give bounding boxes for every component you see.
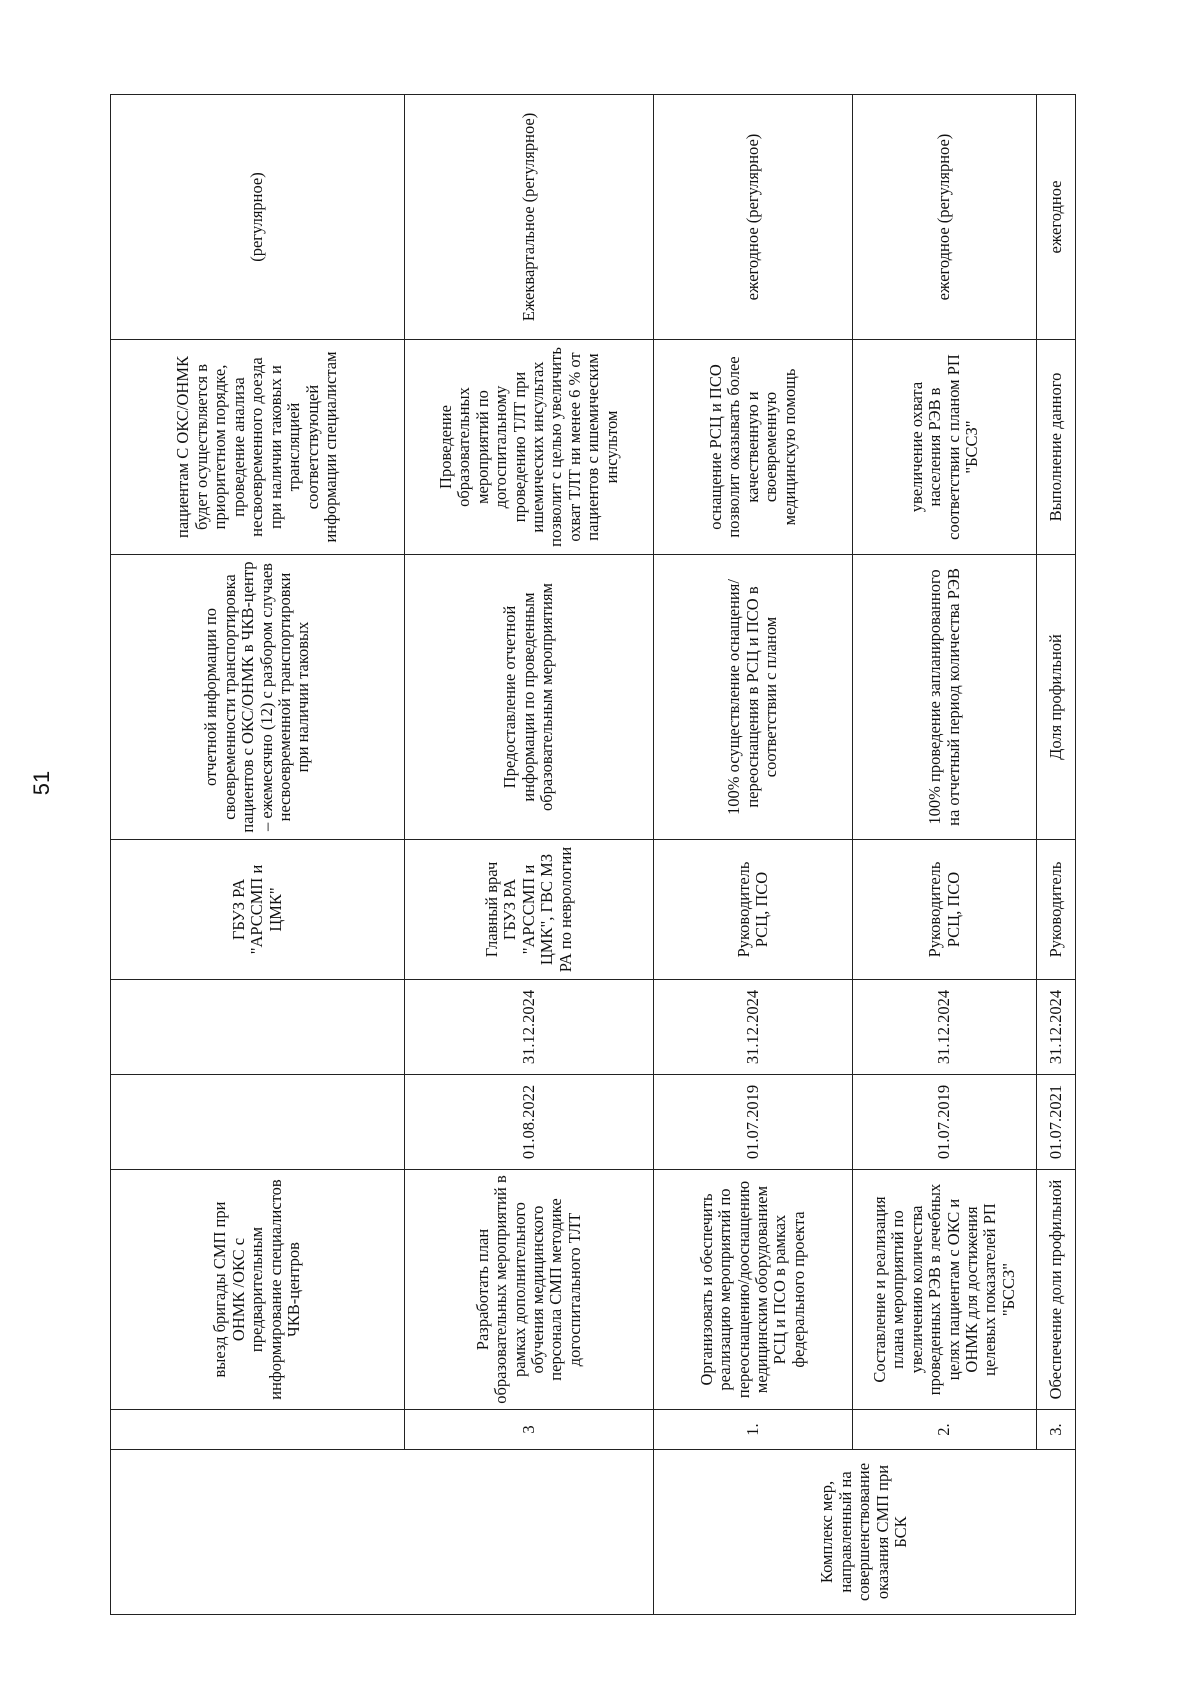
responsible-cell: Руководитель РСЦ, ПСО xyxy=(853,840,1037,980)
plan-table xyxy=(110,94,1076,1615)
responsible-cell: Главный врач ГБУЗ РА "АРССМП и ЦМК", ГВС МЗ РА по неврологии xyxy=(405,840,654,980)
number-cell xyxy=(111,1410,405,1450)
start-date-cell: 01.07.2019 xyxy=(654,1075,853,1170)
table-row xyxy=(1037,95,1076,1615)
number-cell: 1. xyxy=(654,1410,853,1450)
activity-cell: выезд бригады СМП при ОНМК /ОКС с предварительным информирование специалистов ЧКВ-центров xyxy=(111,1170,405,1410)
start-date-cell xyxy=(111,1075,405,1170)
number-cell: 3 xyxy=(405,1410,654,1450)
indicator-cell: Предоставление отчетной информации по проведенным образовательным мероприятиям xyxy=(405,555,654,840)
result-cell: увеличение охвата населения РЭВ в соответствии с планом РП "БССЗ" xyxy=(853,340,1037,555)
activity-cell: Составление и реализация плана мероприятий по увеличению количества проведенных РЭВ в лечебных целях пациентам с ОКС и ОНМК для достижения целевых показателей РП "БССЗ" xyxy=(853,1170,1037,1410)
table-row xyxy=(853,95,1037,1615)
frequency-cell: (регулярное) xyxy=(111,95,405,340)
end-date-cell xyxy=(111,980,405,1075)
responsible-cell: ГБУЗ РА "АРССМП и ЦМК" xyxy=(111,840,405,980)
start-date-cell: 01.07.2019 xyxy=(853,1075,1037,1170)
result-cell: Проведение образовательных мероприятий по догоспитальному проведению ТЛТ при ишемических инсультах позволит с целью увеличить охват ТЛТ ни менее 6 % от пациентов с ишемическим инсультом xyxy=(405,340,654,555)
indicator-cell: отчетной информации по своевременности транспортировка пациентов с ОКС/ОНМК в ЧКВ-центр – ежемесячно (12) с разбором случаев несвоевременной транспортировки при наличии таковых xyxy=(111,555,405,840)
number-cell: 3. xyxy=(1037,1410,1076,1450)
frequency-cell: ежегодное (регулярное) xyxy=(853,95,1037,340)
number-cell: 2. xyxy=(853,1410,1037,1450)
indicator-cell: 100% проведение запланированного на отчетный период количества РЭВ xyxy=(853,555,1037,840)
responsible-cell: Руководитель xyxy=(1037,840,1076,980)
page-number: 51 xyxy=(29,770,54,796)
end-date-cell: 31.12.2024 xyxy=(654,980,853,1075)
end-date-cell: 31.12.2024 xyxy=(405,980,654,1075)
indicator-cell: Доля профильной xyxy=(1037,555,1076,840)
start-date-cell: 01.08.2022 xyxy=(405,1075,654,1170)
end-date-cell: 31.12.2024 xyxy=(1037,980,1076,1075)
indicator-cell: 100% осуществление оснащения/переоснащения в РСЦ и ПСО в соответствии с планом xyxy=(654,555,853,840)
table-row xyxy=(654,95,853,1615)
result-cell: Выполнение данного xyxy=(1037,340,1076,555)
end-date-cell: 31.12.2024 xyxy=(853,980,1037,1075)
frequency-cell: Ежеквартальное (регулярное) xyxy=(405,95,654,340)
frequency-cell: ежегодное (регулярное) xyxy=(654,95,853,340)
frequency-cell: ежегодное xyxy=(1037,95,1076,340)
rotated-table-wrapper xyxy=(110,95,1065,1615)
table-row xyxy=(111,95,405,1615)
section-cell xyxy=(111,1450,654,1615)
activity-cell: Обеспечение доли профильной xyxy=(1037,1170,1076,1410)
activity-cell: Организовать и обеспечить реализацию мероприятий по переоснащению/дооснащению медицинским оборудованием РСЦ и ПСО в рамках федерального проекта xyxy=(654,1170,853,1410)
start-date-cell: 01.07.2021 xyxy=(1037,1075,1076,1170)
result-cell: пациентам С ОКС/ОНМК будет осуществляется в приоритетном порядке, проведение анализа несвоевременного доезда при наличии таковых и трансляцией соответствующей информации специалистам xyxy=(111,340,405,555)
result-cell: оснащение РСЦ и ПСО позволит оказывать более качественную и своевременную медицинскую помощь xyxy=(654,340,853,555)
activity-cell: Разработать план образовательных мероприятий в рамках дополнительного обучения медицинского персонала СМП методике догоспитального ТЛТ xyxy=(405,1170,654,1410)
responsible-cell: Руководитель РСЦ, ПСО xyxy=(654,840,853,980)
section-cell: Комплекс мер, направленный на совершенствование оказания СМП при БСК xyxy=(654,1450,1076,1615)
table-row xyxy=(405,95,654,1615)
